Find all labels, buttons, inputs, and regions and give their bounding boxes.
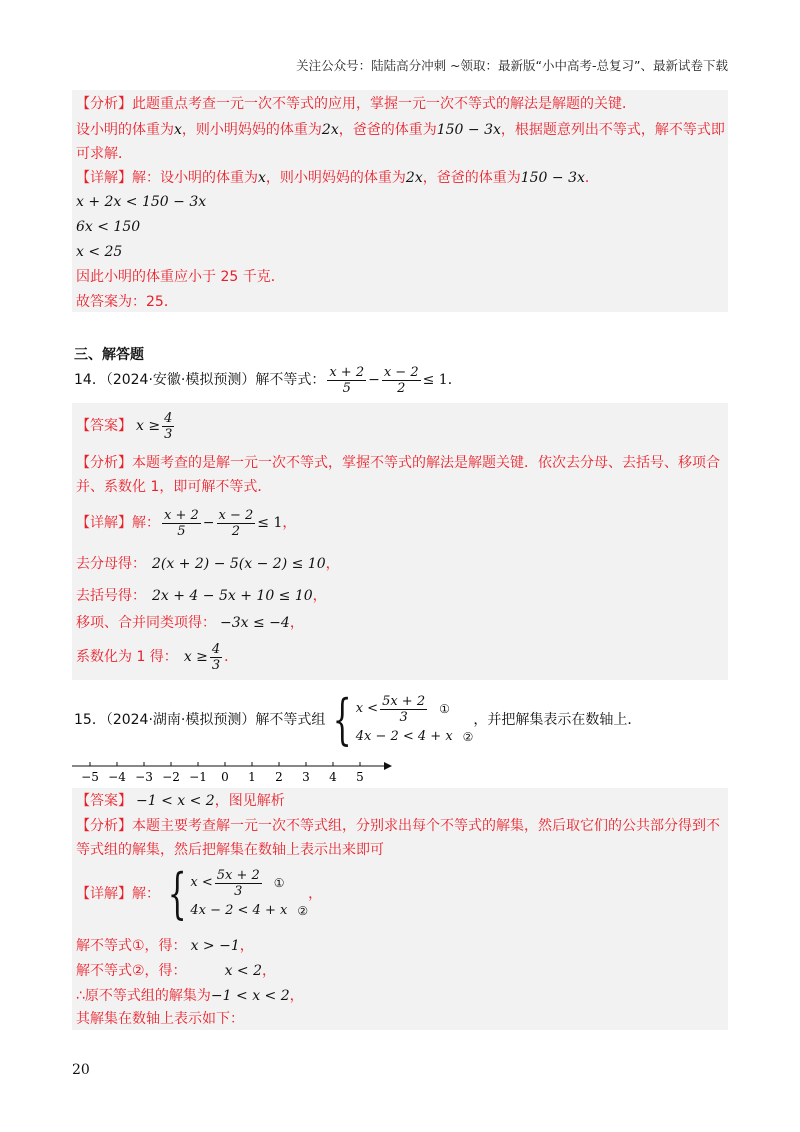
analysis-line: [76, 453, 720, 473]
analysis-line: [76, 816, 720, 836]
solution-box-14: [72, 403, 728, 680]
row-fraction: [215, 868, 262, 899]
text-segment: 解：: [132, 515, 160, 531]
text-segment: ，则小明妈妈的体重为: [265, 170, 406, 186]
solution-1: [76, 936, 254, 956]
system-row-2: [356, 727, 474, 747]
numerator: 4: [211, 641, 221, 657]
numerator: x + 2: [164, 507, 199, 523]
row-math: x <: [355, 701, 379, 716]
circle-label: ②: [297, 903, 309, 918]
math-x: x: [174, 122, 182, 138]
system-row-1: [190, 868, 308, 899]
question-15-text: 15．（2024·湖南·模拟预测）解不等式组: [74, 712, 326, 728]
equation-3: x < 25: [76, 244, 123, 260]
analysis-line-2: [76, 120, 725, 140]
step-math: 2x + 4 − 5x + 10 ≤ 10: [152, 588, 313, 604]
number-line-tick-label: 4: [329, 770, 337, 784]
brace-icon: {: [167, 862, 187, 925]
inequality-tail: ≤ 1: [422, 372, 448, 388]
answer-line: [76, 408, 176, 444]
analysis-line-2: 并、系数化 1，即可解不等式．: [76, 479, 272, 495]
answer-fraction: [162, 411, 174, 442]
text-segment: ．: [224, 649, 239, 665]
text-segment: ，爸爸的体重为: [422, 170, 521, 186]
number-line: [72, 756, 402, 786]
numerator: x − 2: [383, 364, 419, 380]
conclusion-label: ∴原不等式组的解集为: [76, 988, 211, 1004]
solution-label: 解不等式①，得：: [76, 938, 187, 954]
step-math: x ≥: [183, 649, 208, 665]
numerator: x − 2: [218, 507, 254, 523]
step-label: 系数化为 1 得：: [76, 649, 178, 665]
equation-2: 6x < 150: [76, 219, 141, 235]
step-2: [76, 586, 327, 606]
text-segment: ，: [289, 988, 304, 1004]
denominator: 3: [211, 657, 221, 673]
number-line-tick-label: −4: [108, 770, 126, 784]
denominator: 5: [177, 523, 186, 539]
fraction-1: [162, 508, 201, 539]
denominator: 5: [342, 380, 351, 396]
detail-prefix: 【详解】: [76, 170, 132, 186]
brace-icon: {: [333, 688, 352, 751]
analysis-text: 本题考查的是解一元一次不等式，掌握不等式的解法是解题关键．依次去分母、去括号、移项合: [132, 455, 720, 471]
arrow-right-icon: [384, 762, 392, 770]
row-math: 4x − 2 < 4 + x: [355, 728, 453, 744]
number-line-tick-label: 0: [221, 770, 229, 784]
fraction-2: [217, 508, 256, 539]
text-segment: ，爸爸的体重为: [338, 122, 437, 138]
text-segment: ．: [447, 372, 462, 388]
question-14-stem: 14．（2024·安徽·模拟预测）解不等式： $\frac{x + 2}{5}$ − $\frac{x - 2}{2}$ ≤ 1 ．: [74, 364, 462, 396]
numerator: 5x + 2: [216, 867, 260, 883]
system-row-1: [356, 694, 474, 725]
analysis-line-3: 可求解．: [76, 146, 132, 162]
row-fraction: [380, 694, 427, 725]
page-header: 关注公众号：陆陆高分冲刺 ~领取：最新版“小中高考-总复习”、最新试卷下载: [296, 58, 728, 73]
text-segment: ，图见解析: [214, 793, 285, 809]
solution-label: 解不等式②，得：: [76, 963, 187, 979]
detail-prefix: 【详解】: [76, 886, 132, 902]
text-segment: ，: [289, 615, 304, 631]
step-label: 去括号得：: [76, 588, 146, 604]
math-x: x: [258, 170, 266, 186]
conclusion-line: 因此小明的体重应小于 25 千克．: [76, 269, 285, 285]
text-segment: ，: [325, 556, 340, 572]
analysis-line-2: 等式组的解集，然后把解集在数轴上表示出来即可: [76, 842, 384, 858]
text-segment: ，并把解集表示在数轴上．: [473, 712, 642, 728]
number-line-tick-label: 3: [302, 770, 310, 784]
analysis-line: [76, 94, 636, 114]
solution-2: [76, 961, 276, 981]
text-segment: ，: [262, 963, 276, 979]
step-fraction: [210, 642, 222, 673]
text-segment: 设小明的体重为: [76, 122, 174, 138]
text-segment: ，: [312, 588, 327, 604]
text-segment: 解：设小明的体重为: [132, 170, 258, 186]
denominator: 3: [164, 426, 173, 442]
denominator: 2: [231, 523, 241, 539]
step-math: 2(x + 2) − 5(x − 2) ≤ 10: [152, 556, 326, 572]
number-line-tick-label: −2: [162, 770, 180, 784]
answer-line: 故答案为：25．: [76, 294, 178, 310]
answer-math: −1 < x < 2: [136, 793, 215, 809]
question-14-text: 14．（2024·安徽·模拟预测）解不等式：: [74, 372, 326, 388]
conclusion-math: −1 < x < 2: [210, 988, 290, 1004]
section-heading: 三、解答题: [74, 347, 144, 363]
text-segment: ，根据题意列出不等式，解不等式即: [500, 122, 725, 138]
inequality-tail: ≤ 1: [257, 515, 283, 531]
step-math: −3x ≤ −4: [220, 615, 290, 631]
numerator: x + 2: [329, 364, 365, 380]
circle-label: ①: [439, 702, 450, 716]
text-segment: 解：: [132, 886, 160, 902]
detail-line: [76, 864, 322, 924]
number-line-tick-label: 1: [248, 770, 256, 784]
math-2x: 2x: [405, 170, 423, 186]
step-4: [76, 639, 238, 675]
solution-math: x < 2: [224, 963, 262, 979]
solution-box-15: [72, 788, 728, 1030]
number-line-tick-label: −5: [81, 770, 99, 784]
system-of-inequalities: [325, 688, 474, 751]
number-line-tick-label: 2: [275, 770, 283, 784]
row-math: 4x − 2 < 4 + x: [190, 902, 288, 918]
step-3: [76, 613, 304, 633]
answer-prefix: 【答案】: [76, 793, 132, 809]
text-segment: ，: [239, 938, 254, 954]
detail-prefix: 【详解】: [76, 515, 132, 531]
denominator: 3: [234, 883, 243, 899]
text-segment: ，: [308, 886, 323, 902]
equation-1: x + 2x < 150 − 3x: [76, 194, 207, 210]
math-dad-weight: 150 − 3x: [520, 170, 585, 186]
text-segment: ．: [584, 170, 599, 186]
solution-box-13: [72, 90, 728, 312]
numerator: 4: [164, 410, 173, 426]
circle-label: ②: [462, 729, 474, 744]
number-line-tick-label: −1: [189, 770, 207, 784]
answer-math: x ≥: [136, 418, 161, 434]
step-1: [76, 554, 340, 574]
math-dad-weight: 150 − 3x: [436, 122, 501, 138]
analysis-prefix: 【分析】: [76, 455, 132, 471]
fraction-1: [327, 365, 366, 396]
denominator: 3: [399, 709, 408, 725]
denominator: 2: [397, 380, 406, 396]
step-label: 移项、合并同类项得：: [76, 615, 216, 631]
answer-line: [76, 791, 285, 811]
final-line: 其解集在数轴上表示如下：: [76, 1011, 244, 1027]
fraction-2: [382, 365, 421, 396]
answer-prefix: 【答案】: [76, 418, 132, 434]
page-number: 20: [72, 1062, 90, 1078]
system-row-2: [190, 901, 308, 921]
text-segment: ，: [282, 515, 297, 531]
row-math: x <: [190, 875, 213, 890]
detail-line: [76, 168, 599, 188]
math-2x: 2x: [321, 122, 339, 138]
number-line-tick-label: −3: [135, 770, 153, 784]
text-segment: ，则小明妈妈的体重为: [181, 122, 322, 138]
analysis-text: 本题主要考查解一元一次不等式组，分别求出每个不等式的解集，然后取它们的公共部分得到不: [132, 818, 720, 834]
analysis-prefix: 【分析】: [76, 818, 132, 834]
number-line-tick-label: 5: [356, 770, 364, 784]
system-of-inequalities: [160, 862, 309, 925]
step-label: 去分母得：: [76, 556, 146, 572]
question-15-stem: [74, 690, 641, 750]
detail-line: 【详解】 解： $\frac{x + 2}{5}$ − $\frac{x - 2}{2}$ ≤ 1 ，: [76, 507, 297, 539]
conclusion-line: [76, 986, 304, 1006]
analysis-text: 此题重点考查一元一次不等式的应用，掌握一元一次不等式的解法是解题的关键．: [132, 96, 636, 112]
circle-label: ①: [273, 876, 285, 890]
numerator: 5x + 2: [382, 693, 426, 709]
solution-math: x > −1: [190, 938, 240, 954]
analysis-prefix: 【分析】: [76, 96, 132, 112]
